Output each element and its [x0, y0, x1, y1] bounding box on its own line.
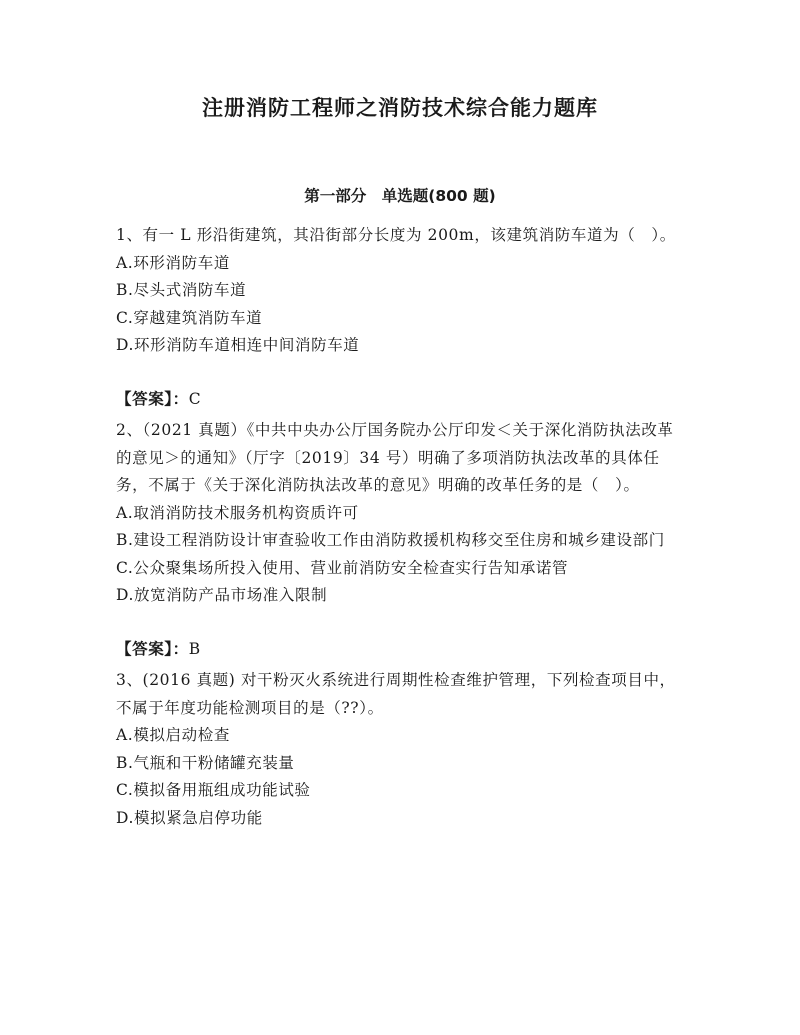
option-b: B.建设工程消防设计审查验收工作由消防救援机构移交至住房和城乡建设部门 — [116, 531, 665, 549]
section-title: 第一部分 单选题(800 题) — [304, 187, 496, 205]
option-b: B.气瓶和干粉储罐充装量 — [116, 753, 295, 772]
question-stem: 2、（2021 真题）《中共中央办公厅国务院办公厅印发＜关于深化消防执法改革的意见＞的通知》（厅字〔2019〕34 号）明确了多项消防执法改革的具体任务，不属于《关于深化消防执法改革的意见》明确的改革任务的是（ ）。 — [116, 421, 674, 494]
answer-line — [116, 636, 686, 664]
question-2 — [116, 417, 686, 663]
document-title: 注册消防工程师之消防技术综合能力题库 — [202, 96, 598, 120]
question-3 — [116, 667, 686, 832]
option-list — [116, 722, 686, 832]
option-c: C.公众聚集场所投入使用、营业前消防安全检查实行告知承诺管 — [116, 558, 569, 577]
option-a: A.环形消防车道 — [116, 253, 230, 272]
answer-value: B — [188, 639, 201, 658]
answer-line — [116, 386, 686, 414]
question-1 — [116, 222, 686, 413]
option-a: A.模拟启动检查 — [116, 726, 230, 744]
option-c: C.模拟备用瓶组成功能试验 — [116, 781, 311, 799]
option-list — [116, 500, 686, 610]
question-list — [116, 222, 686, 832]
option-d: D.模拟紧急启停功能 — [116, 808, 263, 827]
option-b: B.尽头式消防车道 — [116, 281, 247, 299]
option-d: D.放宽消防产品市场准入限制 — [116, 586, 328, 604]
answer-label: 【答案】： — [116, 389, 189, 408]
question-stem: 3、(2016 真题) 对干粉灭火系统进行周期性检查维护管理，下列检查项目中，不属于年度功能检测项目的是（??）。 — [116, 671, 676, 717]
question-stem: 1、有一 L 形沿街建筑，其沿街部分长度为 200m，该建筑消防车道为（ ）。 — [116, 226, 676, 244]
option-a: A.取消消防技术服务机构资质许可 — [116, 503, 359, 522]
option-c: C.穿越建筑消防车道 — [116, 308, 263, 327]
answer-value: C — [188, 389, 202, 408]
option-list — [116, 250, 686, 360]
option-d: D.环形消防车道相连中间消防车道 — [116, 336, 360, 354]
answer-label: 【答案】： — [116, 639, 189, 658]
